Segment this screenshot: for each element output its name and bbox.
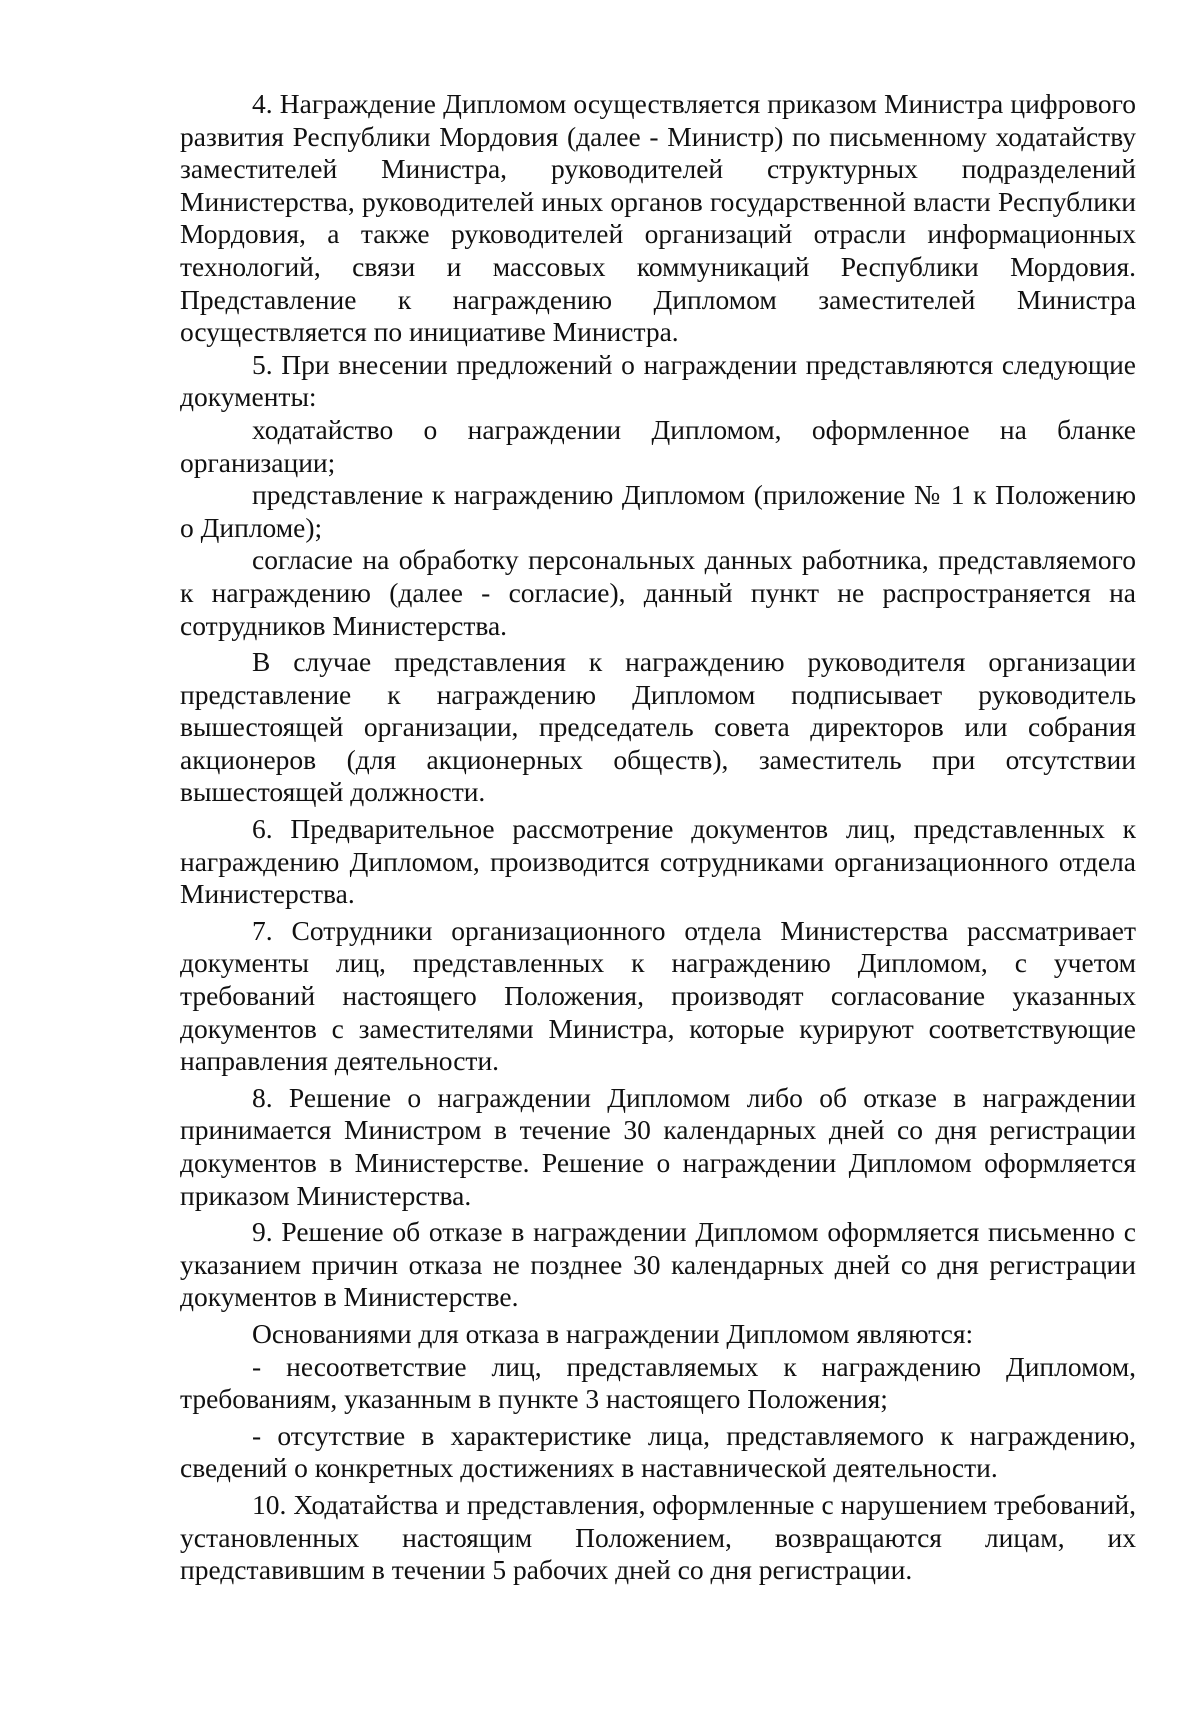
paragraph-item-6: 6. Предварительное рассмотрение документов лиц, представленных к награждению Дипломом, производится сотрудниками организационного отдела Министерства. [180,813,1136,910]
paragraph-item-5: 5. При внесении предложений о награждении представляются следующие документы: [180,348,1136,413]
paragraph-refusal-ground-1: - несоответствие лиц, представляемых к награждению Дипломом, требованиям, указанным в пункте 3 настоящего Положения; [180,1350,1136,1415]
paragraph-head-of-organization: В случае представления к награждению руководителя организации представление к награждению Дипломом подписывает руководитель вышестоящей организации, председатель совета директоров или собрания акционеров (для акционерных обществ), заместитель при отсутствии вышестоящей должности. [180,646,1136,808]
paragraph-item-8: 8. Решение о награждении Дипломом либо об отказе в награждении принимается Министром в течение 30 календарных дней со дня регистрации документов в Министерстве. Решение о награждении Дипломом оформляется приказом Министерства. [180,1081,1136,1211]
paragraph-list-item-petition: ходатайство о награждении Дипломом, оформленное на бланке организации; [180,413,1136,478]
paragraph-refusal-ground-2: - отсутствие в характеристике лица, представляемого к награждению, сведений о конкретных достижениях в наставнической деятельности. [180,1419,1136,1484]
document-page [180,88,1136,1587]
paragraph-item-7: 7. Сотрудники организационного отдела Министерства рассматривает документы лиц, представленных к награждению Дипломом, с учетом требований настоящего Положения, производят согласование указанных документов с заместителями Министра, которые курируют соответствующие направления деятельности. [180,914,1136,1077]
paragraph-list-item-consent: согласие на обработку персональных данных работника, представляемого к награждению (далее - согласие), данный пункт не распространяется на сотрудников Министерства. [180,544,1136,641]
paragraph-item-10: 10. Ходатайства и представления, оформленные с нарушением требований, установленных настоящим Положением, возвращаются лицам, их представившим в течении 5 рабочих дней со дня регистрации. [180,1488,1136,1586]
paragraph-list-item-submission: представление к награждению Дипломом (приложение № 1 к Положению о Дипломе); [180,479,1136,543]
paragraph-item-9: 9. Решение об отказе в награждении Дипломом оформляется письменно с указанием причин отказа не позднее 30 календарных дней со дня регистрации документов в Министерстве. [180,1216,1136,1313]
paragraph-refusal-grounds: Основаниями для отказа в награждении Дипломом являются: [252,1317,974,1349]
paragraph-item-4: 4. Награждение Дипломом осуществляется приказом Министра цифрового развития Республики Мордовия (далее - Министр) по письменному ходатайству заместителей Министра, руководителей структурных подразделений Министерства, руководителей иных органов государственной власти Республики Мордовия, а также руководителей организаций отрасли информационных технологий, связи и массовых коммуникаций Республики Мордовия. Представление к награждению Дипломом заместителей Министра осуществляется по инициативе Министра. [180,88,1136,348]
